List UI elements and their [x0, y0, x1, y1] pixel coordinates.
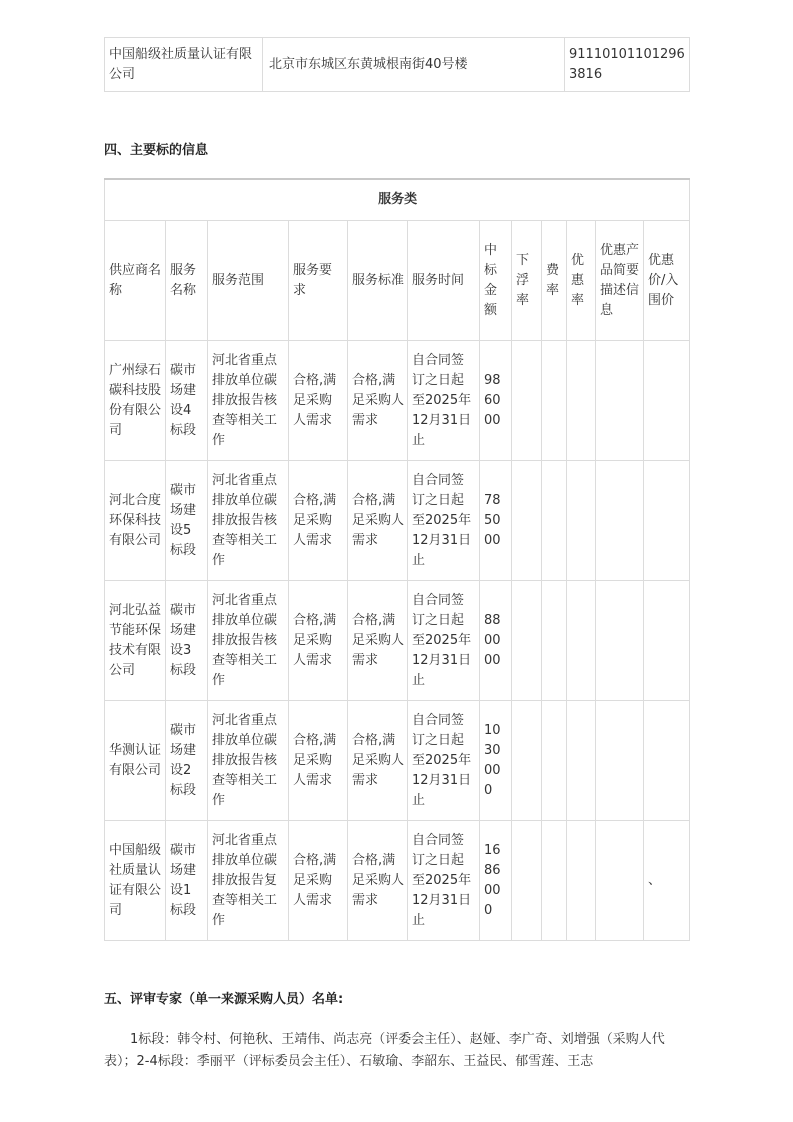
- experts-paragraph: 1标段：韩令村、何艳秋、王靖伟、尚志亮（评委会主任）、赵娅、李广奇、刘增强（采购人代表）；2-4标段：季丽平（评标委员会主任）、石敏瑜、李韶东、王益民、郁雪莲、王志: [104, 1032, 665, 1069]
- table-cell: 合格,满足采购人需求: [348, 341, 408, 461]
- table-row: [105, 581, 690, 701]
- table-cell: 合格,满足采购人需求: [289, 701, 348, 821]
- table-cell: 合格,满足采购人需求: [289, 461, 348, 581]
- header-cell: 服务时间: [408, 221, 480, 341]
- table-cell: 785000: [480, 461, 512, 581]
- table-cell: 广州绿石碳科技股份有限公司: [105, 341, 166, 461]
- header-cell: 服务标准: [348, 221, 408, 341]
- table-cell: 合格,满足采购人需求: [348, 701, 408, 821]
- table-row: [105, 341, 690, 461]
- table-cell: [644, 461, 690, 581]
- table-cell: [542, 341, 567, 461]
- table-cell: [512, 581, 542, 701]
- table-cell: 河北省重点排放单位碳排放报告复查等相关工作: [208, 821, 289, 941]
- table-cell: 合格,满足采购人需求: [289, 341, 348, 461]
- supplier-address-cell: 北京市东城区东黄城根南街40号楼: [263, 38, 565, 92]
- table-cell: 碳市场建设2标段: [166, 701, 208, 821]
- table-cell: 合格,满足采购人需求: [289, 821, 348, 941]
- table-row: [105, 821, 690, 941]
- table-cell: 自合同签订之日起至2025年12月31日止: [408, 701, 480, 821]
- table-cell: [596, 821, 644, 941]
- table-cell: 河北弘益节能环保技术有限公司: [105, 581, 166, 701]
- supplier-name-cell: 中国船级社质量认证有限公司: [105, 38, 263, 92]
- table-cell: 碳市场建设5标段: [166, 461, 208, 581]
- service-table: [104, 178, 690, 941]
- table-cell: [644, 341, 690, 461]
- table-row: [105, 461, 690, 581]
- table-cell: [567, 581, 596, 701]
- table-cell: 合格,满足采购人需求: [348, 461, 408, 581]
- header-cell: 服务要求: [289, 221, 348, 341]
- table-cell: [596, 341, 644, 461]
- table-cell: [567, 341, 596, 461]
- table-cell: 河北省重点排放单位碳排放报告核查等相关工作: [208, 581, 289, 701]
- table-cell: 华测认证有限公司: [105, 701, 166, 821]
- header-cell: 服务范围: [208, 221, 289, 341]
- header-cell: 服务名称: [166, 221, 208, 341]
- table-cell: 碳市场建设1标段: [166, 821, 208, 941]
- table-cell: 河北省重点排放单位碳排放报告核查等相关工作: [208, 341, 289, 461]
- table-row: [105, 38, 690, 92]
- table-cell: [567, 701, 596, 821]
- table-cell: 中国船级社质量认证有限公司: [105, 821, 166, 941]
- table-cell: 自合同签订之日起至2025年12月31日止: [408, 581, 480, 701]
- table-cell: 河北合度环保科技有限公司: [105, 461, 166, 581]
- table-cell: 碳市场建设4标段: [166, 341, 208, 461]
- table-cell: [512, 821, 542, 941]
- header-cell: 供应商名称: [105, 221, 166, 341]
- table-cell: 自合同签订之日起至2025年12月31日止: [408, 461, 480, 581]
- credit-code-cell: 911101011012963816: [565, 38, 690, 92]
- table-cell: 986000: [480, 341, 512, 461]
- section-5-heading: 五、评审专家（单一来源采购人员）名单:: [104, 992, 344, 1007]
- table-cell: [542, 461, 567, 581]
- header-cell: 优惠产品简要描述信息: [596, 221, 644, 341]
- header-cell: 费率: [542, 221, 567, 341]
- header-cell: 下浮率: [512, 221, 542, 341]
- table-cell: [567, 821, 596, 941]
- table-cell: 1030000: [480, 701, 512, 821]
- table-cell: 合格,满足采购人需求: [289, 581, 348, 701]
- table-cell: 自合同签订之日起至2025年12月31日止: [408, 341, 480, 461]
- table-cell: [644, 701, 690, 821]
- section-4-heading: 四、主要标的信息: [104, 143, 209, 158]
- table-cell: [596, 701, 644, 821]
- table-cell: 1686000: [480, 821, 512, 941]
- header-cell: 优惠价/入围价: [644, 221, 690, 341]
- table-cell: [596, 581, 644, 701]
- table-cell: [596, 461, 644, 581]
- header-cell: 优惠率: [567, 221, 596, 341]
- table-cell: [512, 461, 542, 581]
- table-cell: [512, 341, 542, 461]
- table-cell: 合格,满足采购人需求: [348, 581, 408, 701]
- supplier-table: [104, 37, 690, 92]
- table-cell: 河北省重点排放单位碳排放报告核查等相关工作: [208, 461, 289, 581]
- table-header-row: [105, 221, 690, 341]
- table-cell: 河北省重点排放单位碳排放报告核查等相关工作: [208, 701, 289, 821]
- table-cell: [542, 821, 567, 941]
- table-row: [105, 701, 690, 821]
- header-cell: 中标金额: [480, 221, 512, 341]
- table-cell: [542, 701, 567, 821]
- table-cell: 合格,满足采购人需求: [348, 821, 408, 941]
- table-cell: [512, 701, 542, 821]
- table-cell: [644, 581, 690, 701]
- table-cell: 自合同签订之日起至2025年12月31日止: [408, 821, 480, 941]
- table-cell: 碳市场建设3标段: [166, 581, 208, 701]
- table-cell: 、: [644, 821, 690, 941]
- table-caption: 服务类: [105, 179, 690, 221]
- table-cell: [567, 461, 596, 581]
- table-cell: [542, 581, 567, 701]
- table-cell: 880000: [480, 581, 512, 701]
